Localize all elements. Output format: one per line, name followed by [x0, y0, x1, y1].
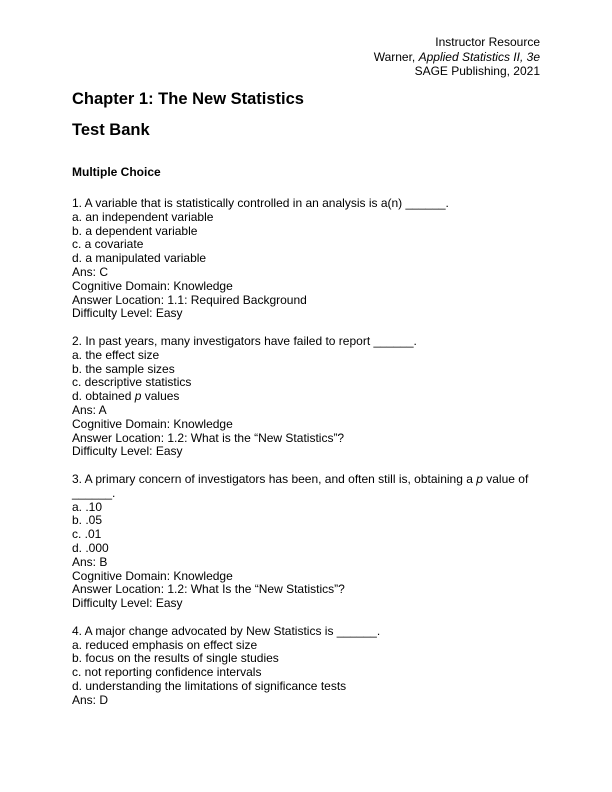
difficulty-level: Difficulty Level: Easy: [72, 596, 183, 611]
option-a: a. reduced emphasis on effect size: [72, 637, 258, 652]
option-c: c. not reporting confidence intervals: [72, 665, 262, 680]
question-2: [72, 335, 542, 459]
section-heading: Multiple Choice: [72, 165, 161, 179]
test-bank-title: Test Bank: [72, 121, 150, 139]
cognitive-domain: Cognitive Domain: Knowledge: [72, 416, 233, 431]
stem-suffix: value of ______.: [72, 471, 532, 500]
option-c: c. a covariate: [72, 237, 144, 252]
option-d: d. .000: [72, 540, 109, 555]
p-symbol: p: [134, 389, 142, 404]
difficulty-level: Difficulty Level: Easy: [72, 444, 183, 459]
option-c: c. .01: [72, 527, 102, 542]
header-line-book: [374, 50, 540, 65]
cognitive-domain: Cognitive Domain: Knowledge: [72, 568, 233, 583]
p-symbol: p: [476, 471, 483, 486]
answer-key: Ans: B: [72, 554, 108, 569]
header-line-publisher: SAGE Publishing, 2021: [414, 64, 540, 78]
option-b: b. .05: [72, 513, 103, 528]
option-a: a. .10: [72, 499, 103, 514]
question-1: [72, 197, 542, 321]
question-4: [72, 625, 542, 708]
instructor-resource-header: [374, 35, 540, 79]
question-stem: 1. A variable that is statistically controlled in an analysis is a(n) ______.: [72, 196, 449, 210]
option-c: c. descriptive statistics: [72, 375, 192, 390]
answer-location: Answer Location: 1.2: What Is the “New Statistics”?: [72, 582, 345, 597]
option-a: a. the effect size: [72, 347, 160, 362]
option-b: b. a dependent variable: [72, 223, 198, 238]
answer-location: Answer Location: 1.1: Required Background: [72, 292, 307, 307]
option-b: b. the sample sizes: [72, 361, 175, 376]
answer-key: Ans: C: [72, 264, 109, 279]
question-list: [72, 197, 542, 721]
answer-location: Answer Location: 1.2: What is the “New Statistics”?: [72, 430, 345, 445]
answer-key: Ans: A: [72, 402, 107, 417]
option-d: d. a manipulated variable: [72, 251, 207, 266]
option-d: d. understanding the limitations of significance tests: [72, 678, 347, 693]
option-d-suffix: values: [141, 389, 180, 404]
chapter-title: Chapter 1: The New Statistics: [72, 90, 304, 108]
question-3: [72, 473, 542, 611]
cognitive-domain: Cognitive Domain: Knowledge: [72, 278, 233, 293]
option-d-text: d. obtained: [72, 389, 135, 404]
question-stem: 2. In past years, many investigators have failed to report ______.: [72, 333, 417, 348]
header-book-title: Applied Statistics II, 3e: [418, 49, 540, 64]
stem-text: 3. A primary concern of investigators has been, and often still is, obtaining a: [72, 471, 477, 486]
question-stem: 4. A major change advocated by New Statistics is ______.: [72, 623, 381, 638]
question-stem: [72, 473, 542, 501]
difficulty-level: Difficulty Level: Easy: [72, 306, 183, 321]
option-a: a. an independent variable: [72, 209, 214, 224]
header-author: Warner,: [373, 49, 419, 64]
answer-key: Ans: D: [72, 692, 109, 707]
option-b: b. focus on the results of single studies: [72, 651, 279, 666]
header-line-resource: Instructor Resource: [435, 35, 540, 49]
option-d: [72, 390, 542, 404]
